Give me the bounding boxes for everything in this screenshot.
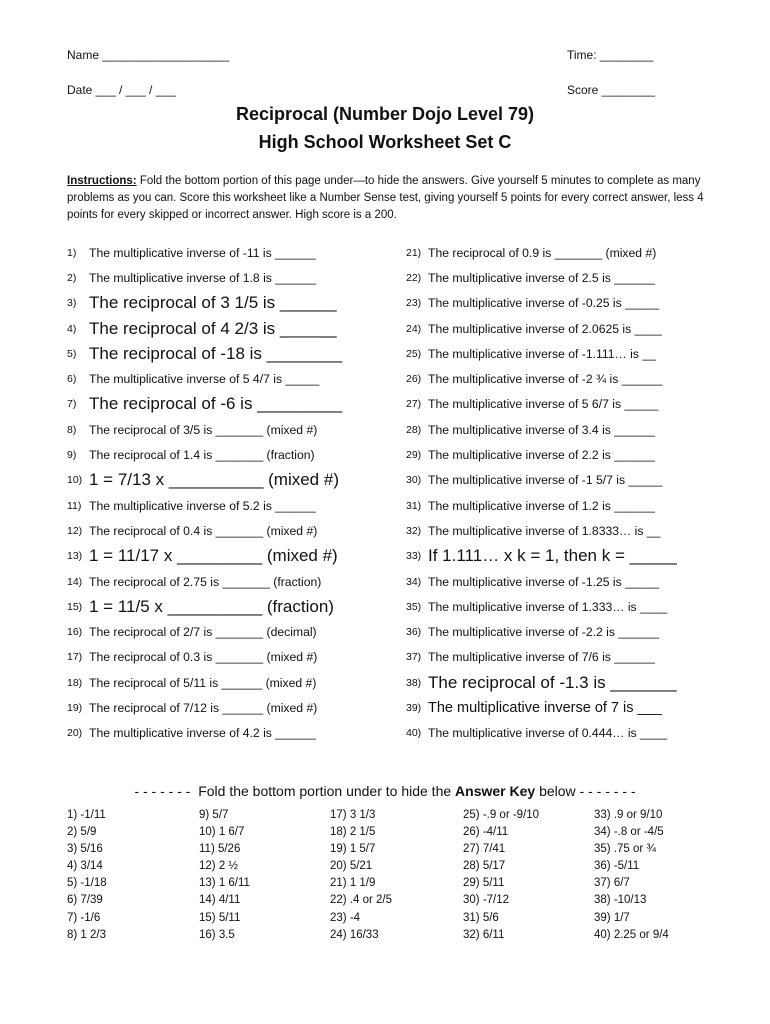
question-text: The multiplicative inverse of 4.2 is ______ xyxy=(89,726,316,741)
question-text: The multiplicative inverse of -1 5/7 is _____ xyxy=(428,473,663,488)
question-item xyxy=(406,240,677,265)
question-text: The multiplicative inverse of -1.111… is __ xyxy=(428,346,656,361)
question-item xyxy=(67,366,342,391)
question-item xyxy=(67,544,342,569)
question-text: The multiplicative inverse of -11 is ______ xyxy=(89,245,316,260)
answer-column xyxy=(594,809,669,946)
question-number: 10) xyxy=(67,474,83,487)
answer-item: 17) 3 1/3 xyxy=(330,809,376,821)
score-field: Score ________ xyxy=(567,83,656,97)
answer-item: 21) 1 1/9 xyxy=(330,877,376,890)
question-text: The reciprocal of 0.9 is _______ (mixed #) xyxy=(428,245,657,260)
answer-item: 5) -1/18 xyxy=(67,877,107,890)
question-text: The reciprocal of -6 is _________ xyxy=(89,394,343,414)
answer-item: 15) 5/11 xyxy=(199,911,241,924)
question-text: The multiplicative inverse of 2.2 is ______ xyxy=(428,448,655,463)
question-item xyxy=(67,442,342,467)
question-number: 18) xyxy=(67,676,83,689)
question-text: The multiplicative inverse of 1.8 is ______ xyxy=(89,270,316,285)
question-item xyxy=(67,468,342,493)
question-number: 22) xyxy=(406,271,422,284)
date-field: Date ___ / ___ / ___ xyxy=(67,83,176,97)
answer-item: 26) -4/11 xyxy=(463,826,509,839)
question-number: 31) xyxy=(406,499,422,512)
answer-column xyxy=(463,809,539,946)
answer-item: 9) 5/7 xyxy=(199,809,229,821)
answer-item: 33) .9 or 9/10 xyxy=(594,809,663,821)
question-number: 37) xyxy=(406,651,422,664)
question-item xyxy=(406,341,677,366)
question-text: The reciprocal of 3 1/5 is ______ xyxy=(89,293,337,313)
question-item xyxy=(406,569,677,594)
question-text: The reciprocal of 1.4 is _______ (fraction) xyxy=(89,448,315,463)
answer-column xyxy=(199,809,250,946)
question-item xyxy=(406,417,677,442)
question-number: 2) xyxy=(67,271,77,284)
question-number: 5) xyxy=(67,347,77,360)
question-text: The multiplicative inverse of 3.4 is ______ xyxy=(428,422,655,437)
question-number: 17) xyxy=(67,651,83,664)
answer-item: 25) -.9 or -9/10 xyxy=(463,809,540,821)
fold-text-after: below - - - - - - - xyxy=(535,783,636,799)
answer-item: 1) -1/11 xyxy=(67,809,106,821)
question-number: 21) xyxy=(406,246,422,259)
question-number: 39) xyxy=(406,701,422,714)
question-text: 1 = 7/13 x __________ (mixed #) xyxy=(89,470,339,490)
question-number: 8) xyxy=(67,423,77,436)
question-item xyxy=(67,341,342,366)
question-item xyxy=(67,240,342,265)
question-text: The multiplicative inverse of 5 6/7 is _____ xyxy=(428,397,659,412)
answer-item: 27) 7/41 xyxy=(463,843,506,856)
answer-item: 34) -.8 or -4/5 xyxy=(594,826,664,839)
question-number: 1) xyxy=(67,246,77,259)
question-text: The reciprocal of 7/12 is ______ (mixed #) xyxy=(89,700,318,715)
fold-line xyxy=(0,783,770,799)
answer-item: 19) 1 5/7 xyxy=(330,843,376,856)
question-item xyxy=(67,594,342,619)
answer-item: 30) -7/12 xyxy=(463,894,510,907)
answer-item: 14) 4/11 xyxy=(199,894,241,907)
answer-item: 3) 5/16 xyxy=(67,843,103,856)
question-item xyxy=(67,417,342,442)
question-item xyxy=(406,619,677,644)
question-item xyxy=(406,366,677,391)
answer-item: 13) 1 6/11 xyxy=(199,877,250,890)
question-item xyxy=(406,670,677,695)
question-item xyxy=(406,468,677,493)
question-text: The multiplicative inverse of 0.444… is ____ xyxy=(428,726,668,741)
answer-item: 23) -4 xyxy=(330,911,361,924)
question-text: The multiplicative inverse of 7/6 is ______ xyxy=(428,650,655,665)
question-text: The multiplicative inverse of 5.2 is ______ xyxy=(89,498,316,513)
question-text: The reciprocal of 0.4 is _______ (mixed #) xyxy=(89,523,318,538)
answer-item: 39) 1/7 xyxy=(594,911,630,924)
questions-left-column xyxy=(67,240,342,746)
question-item xyxy=(67,619,342,644)
question-item xyxy=(67,291,342,316)
answer-item: 37) 6/7 xyxy=(594,877,630,890)
question-number: 13) xyxy=(67,550,83,563)
question-number: 20) xyxy=(67,727,83,740)
question-text: The multiplicative inverse of -1.25 is _____ xyxy=(428,574,660,589)
answer-item: 35) .75 or ¾ xyxy=(594,843,657,856)
answer-item: 24) 16/33 xyxy=(330,928,379,941)
question-number: 38) xyxy=(406,676,422,689)
question-text: The reciprocal of -1.3 is _______ xyxy=(428,672,677,692)
answer-item: 10) 1 6/7 xyxy=(199,826,245,839)
answer-key-label: Answer Key xyxy=(455,783,536,799)
question-number: 25) xyxy=(406,347,422,360)
answer-item: 6) 7/39 xyxy=(67,894,103,907)
answer-column xyxy=(330,809,392,946)
question-text: The multiplicative inverse of -2.2 is ______ xyxy=(428,625,660,640)
question-text: 1 = 11/5 x __________ (fraction) xyxy=(89,596,334,616)
question-number: 9) xyxy=(67,449,77,462)
question-text: The reciprocal of -18 is ________ xyxy=(89,343,343,363)
question-item xyxy=(406,392,677,417)
worksheet-subtitle: High School Worksheet Set C xyxy=(258,132,512,152)
question-item xyxy=(67,392,342,417)
question-text: The reciprocal of 3/5 is _______ (mixed #) xyxy=(89,422,318,437)
question-number: 4) xyxy=(67,322,77,335)
name-field: Name ___________________ xyxy=(67,48,230,62)
question-text: The multiplicative inverse of 1.8333… is __ xyxy=(428,523,661,538)
question-item xyxy=(67,670,342,695)
question-number: 14) xyxy=(67,575,83,588)
question-item xyxy=(406,442,677,467)
question-text: The multiplicative inverse of -2 ¾ is ______ xyxy=(428,372,663,387)
question-text: The multiplicative inverse of 1.333… is ____ xyxy=(428,599,668,614)
answer-item: 2) 5/9 xyxy=(67,826,97,839)
question-item xyxy=(67,695,342,720)
answer-item: 7) -1/6 xyxy=(67,911,101,924)
question-text: The reciprocal of 4 2/3 is ______ xyxy=(89,318,337,338)
answer-item: 36) -5/11 xyxy=(594,860,640,873)
question-number: 30) xyxy=(406,474,422,487)
answer-item: 28) 5/17 xyxy=(463,860,506,873)
question-item xyxy=(67,265,342,290)
question-text: The multiplicative inverse of 5 4/7 is _____ xyxy=(89,372,320,387)
question-item xyxy=(406,316,677,341)
question-number: 29) xyxy=(406,449,422,462)
question-item xyxy=(67,645,342,670)
instructions xyxy=(67,173,707,224)
answer-item: 40) 2.25 or 9/4 xyxy=(594,928,669,941)
question-text: 1 = 11/17 x _________ (mixed #) xyxy=(89,546,338,566)
question-number: 27) xyxy=(406,398,422,411)
question-text: The multiplicative inverse of 1.2 is ______ xyxy=(428,498,655,513)
question-item xyxy=(406,721,677,746)
question-number: 24) xyxy=(406,322,422,335)
question-item xyxy=(406,291,677,316)
answer-item: 8) 1 2/3 xyxy=(67,928,106,941)
question-number: 32) xyxy=(406,524,422,537)
answer-item: 22) .4 or 2/5 xyxy=(330,894,393,907)
question-text: The reciprocal of 2/7 is _______ (decimal) xyxy=(89,625,317,640)
question-number: 34) xyxy=(406,575,422,588)
answer-item: 12) 2 ½ xyxy=(199,860,238,873)
answer-item: 29) 5/11 xyxy=(463,877,505,890)
answer-column xyxy=(67,809,107,946)
answer-item: 4) 3/14 xyxy=(67,860,103,873)
question-item xyxy=(67,721,342,746)
question-number: 7) xyxy=(67,398,77,411)
question-number: 6) xyxy=(67,373,77,386)
question-item xyxy=(406,493,677,518)
answer-item: 31) 5/6 xyxy=(463,911,499,924)
question-text: The multiplicative inverse of -0.25 is _____ xyxy=(428,296,660,311)
answer-item: 16) 3.5 xyxy=(199,928,235,941)
question-text: The multiplicative inverse of 2.5 is ______ xyxy=(428,270,655,285)
question-text: The reciprocal of 0.3 is _______ (mixed #) xyxy=(89,650,318,665)
worksheet-title: Reciprocal (Number Dojo Level 79) xyxy=(235,104,535,124)
question-item xyxy=(67,493,342,518)
question-item xyxy=(406,265,677,290)
question-item xyxy=(406,544,677,569)
question-item xyxy=(67,316,342,341)
question-item xyxy=(67,518,342,543)
question-number: 23) xyxy=(406,297,422,310)
questions-right-column xyxy=(406,240,677,746)
instructions-label: Instructions: xyxy=(67,175,137,187)
question-number: 35) xyxy=(406,600,422,613)
question-number: 16) xyxy=(67,626,83,639)
question-number: 33) xyxy=(406,550,422,563)
question-item xyxy=(406,594,677,619)
question-number: 36) xyxy=(406,626,422,639)
question-item xyxy=(406,518,677,543)
question-text: The reciprocal of 2.75 is _______ (fraction) xyxy=(89,574,322,589)
question-number: 26) xyxy=(406,373,422,386)
answer-item: 38) -10/13 xyxy=(594,894,647,907)
question-text: The multiplicative inverse of 2.0625 is ____ xyxy=(428,321,662,336)
question-number: 15) xyxy=(67,600,83,613)
question-number: 19) xyxy=(67,701,83,714)
answer-item: 20) 5/21 xyxy=(330,860,373,873)
question-number: 28) xyxy=(406,423,422,436)
answer-item: 11) 5/26 xyxy=(199,843,241,856)
answer-item: 32) 6/11 xyxy=(463,928,505,941)
time-field: Time: ________ xyxy=(567,48,654,62)
question-number: 11) xyxy=(67,499,82,512)
question-number: 40) xyxy=(406,727,422,740)
question-item xyxy=(406,695,677,720)
answer-item: 18) 2 1/5 xyxy=(330,826,376,839)
question-text: The reciprocal of 5/11 is ______ (mixed #) xyxy=(89,675,317,690)
question-item xyxy=(67,569,342,594)
instructions-text: Fold the bottom portion of this page under—to hide the answers. Give yourself 5 minutes to complete as many problems as you can. Score this worksheet like a Number Sense test, giving yourself 5 points for every correct answer, less 4 points for every skipped or incorrect answer. High score is a 200. xyxy=(67,175,704,221)
question-number: 3) xyxy=(67,297,77,310)
question-text: If 1.111… x k = 1, then k = _____ xyxy=(428,546,677,566)
question-item xyxy=(406,645,677,670)
fold-text-before: - - - - - - - Fold the bottom portion under to hide the xyxy=(134,783,456,799)
question-text: The multiplicative inverse of 7 is ___ xyxy=(428,699,662,716)
question-number: 12) xyxy=(67,524,83,537)
